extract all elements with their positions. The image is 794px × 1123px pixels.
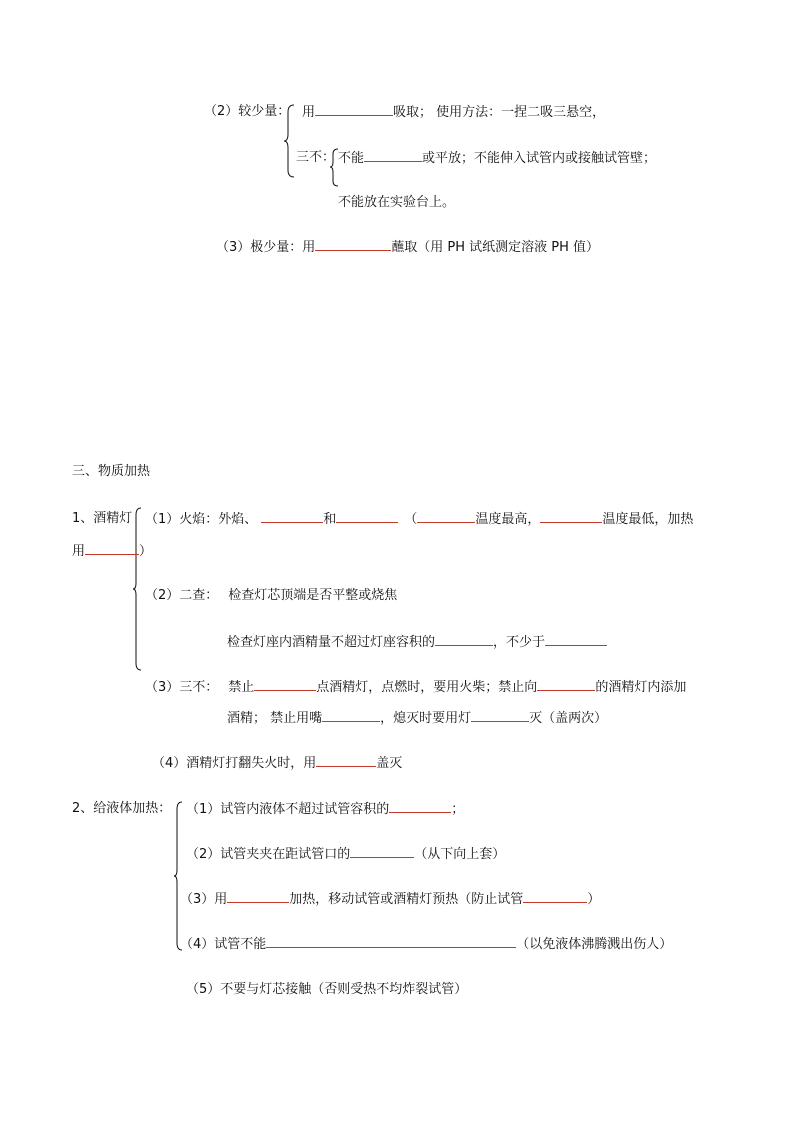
liquid-item-5: （5）不要与灯芯接触（否则受热不均炸裂试管） [186, 982, 468, 997]
text-not-less: ，不少于 [493, 635, 546, 650]
text-light-lamp: 点酒精灯，点燃时，要用火柴；禁止向 [316, 680, 538, 695]
blank-burning-lamp[interactable] [537, 678, 595, 691]
blank-forbid-light[interactable] [254, 678, 316, 691]
lamp-heading: 1、酒精灯 [72, 511, 133, 526]
blank-flame-core[interactable] [336, 510, 398, 523]
blank-max-alcohol[interactable] [435, 633, 493, 646]
text-highest-temp: 温度最高， [475, 512, 541, 527]
small-amount-row [204, 103, 290, 121]
brace-small-amount [284, 104, 296, 178]
heat-with-line [72, 542, 152, 561]
blank-small-amount-tool[interactable] [315, 103, 393, 116]
blank-blow[interactable] [322, 709, 380, 722]
brace-lamp [133, 507, 143, 671]
check-label: （2）二查： [145, 588, 219, 603]
text-absorb-method: 吸取； 使用方法：一捏二吸三悬空， [393, 105, 606, 120]
text-extinguish: ，熄灭时要用灯 [380, 711, 472, 726]
lamp-three-no-line1 [145, 678, 686, 697]
text-use-3: 用 [72, 544, 86, 559]
lamp-three-no-label: （3）三不： [145, 680, 219, 695]
text-forbid: 禁止 [228, 680, 255, 695]
text-cover-out: 盖灭 [376, 756, 403, 771]
three-no-text: 三不： [296, 150, 336, 165]
text-add-alcohol: 的酒精灯内添加 [595, 680, 687, 695]
text-close-paren-2: ） [587, 892, 601, 907]
section-title: 三、物质加热 [72, 464, 151, 479]
check-line2 [227, 633, 607, 652]
text-use-2: 用 [302, 240, 316, 255]
text-use: 用 [302, 105, 316, 120]
blank-wet-cloth[interactable] [316, 754, 376, 767]
liquid-item-4 [180, 935, 672, 954]
text-lowest-temp: 温度最低，加热 [602, 512, 694, 527]
flame-line [145, 510, 693, 529]
text-open-paren: （ [404, 512, 418, 527]
text-and: 和 [323, 512, 337, 527]
check-alcohol: 检查灯座内酒精量不超过灯座容积的 [227, 635, 436, 650]
liquid-heading: 2、给液体加热： [72, 801, 172, 816]
blank-max-volume[interactable] [389, 800, 451, 813]
liquid-item-1 [186, 800, 464, 819]
check-wick: 检查灯芯顶端是否平整或烧焦 [228, 588, 398, 603]
text-semicolon: ； [451, 802, 465, 817]
small-amount-label: （2）较少量： [204, 104, 291, 119]
text-or-flat: 或平放；不能伸入试管内或接触试管壁； [422, 151, 657, 166]
text-clamp: （2）试管夹夹在距试管口的 [186, 847, 351, 862]
blank-coolest[interactable] [540, 510, 602, 523]
liquid-item-2 [186, 845, 505, 864]
blank-lamp-cap[interactable] [471, 709, 529, 722]
text-avoid-splash: （以免液体沸腾溅出伤人） [516, 937, 673, 952]
check-line1 [145, 587, 397, 605]
blank-tube-direction[interactable] [266, 935, 516, 948]
blank-tiny-amount-tool[interactable] [315, 238, 391, 251]
blank-inner-flame[interactable] [261, 510, 323, 523]
blank-min-alcohol[interactable] [545, 633, 607, 646]
blank-cannot-position[interactable] [364, 149, 422, 162]
text-lamp-fire: （4）酒精灯打翻失火时，用 [152, 756, 317, 771]
fire-line [152, 754, 402, 773]
text-cannot: 不能 [338, 151, 365, 166]
liquid-item-3 [180, 890, 600, 909]
lamp-three-no-line2 [227, 709, 607, 728]
brace-liquid [174, 801, 184, 951]
text-bottom-up: （从下向上套） [414, 847, 506, 862]
text-preheat: 加热，移动试管或酒精灯预热（防止试管 [289, 892, 524, 907]
blank-clamp-position[interactable] [350, 845, 414, 858]
blank-hottest[interactable] [417, 510, 475, 523]
tiny-amount-row [216, 238, 599, 257]
text-close-paren: ） [139, 544, 153, 559]
text-max-volume: （1）试管内液体不超过试管容积的 [186, 802, 390, 817]
three-no-line2: 不能放在实验台上。 [338, 195, 456, 210]
blank-outer-flame[interactable] [227, 890, 289, 903]
three-no-line1 [338, 149, 656, 168]
text-cover-twice: 灭（盖两次） [529, 711, 608, 726]
text-heat-with: （3）用 [180, 892, 228, 907]
text-dip: 蘸取（用 PH 试纸测定溶液 PH 值） [391, 240, 600, 255]
text-tube-cannot: （4）试管不能 [180, 937, 267, 952]
text-forbid-mouth: 酒精； 禁止用嘴 [227, 711, 323, 726]
blank-heat-with[interactable] [85, 542, 139, 555]
blank-crack[interactable] [523, 890, 587, 903]
tiny-amount-label: （3）极少量： [216, 240, 303, 255]
flame-label: （1）火焰：外焰、 [145, 512, 258, 527]
small-amount-line1 [302, 103, 605, 122]
